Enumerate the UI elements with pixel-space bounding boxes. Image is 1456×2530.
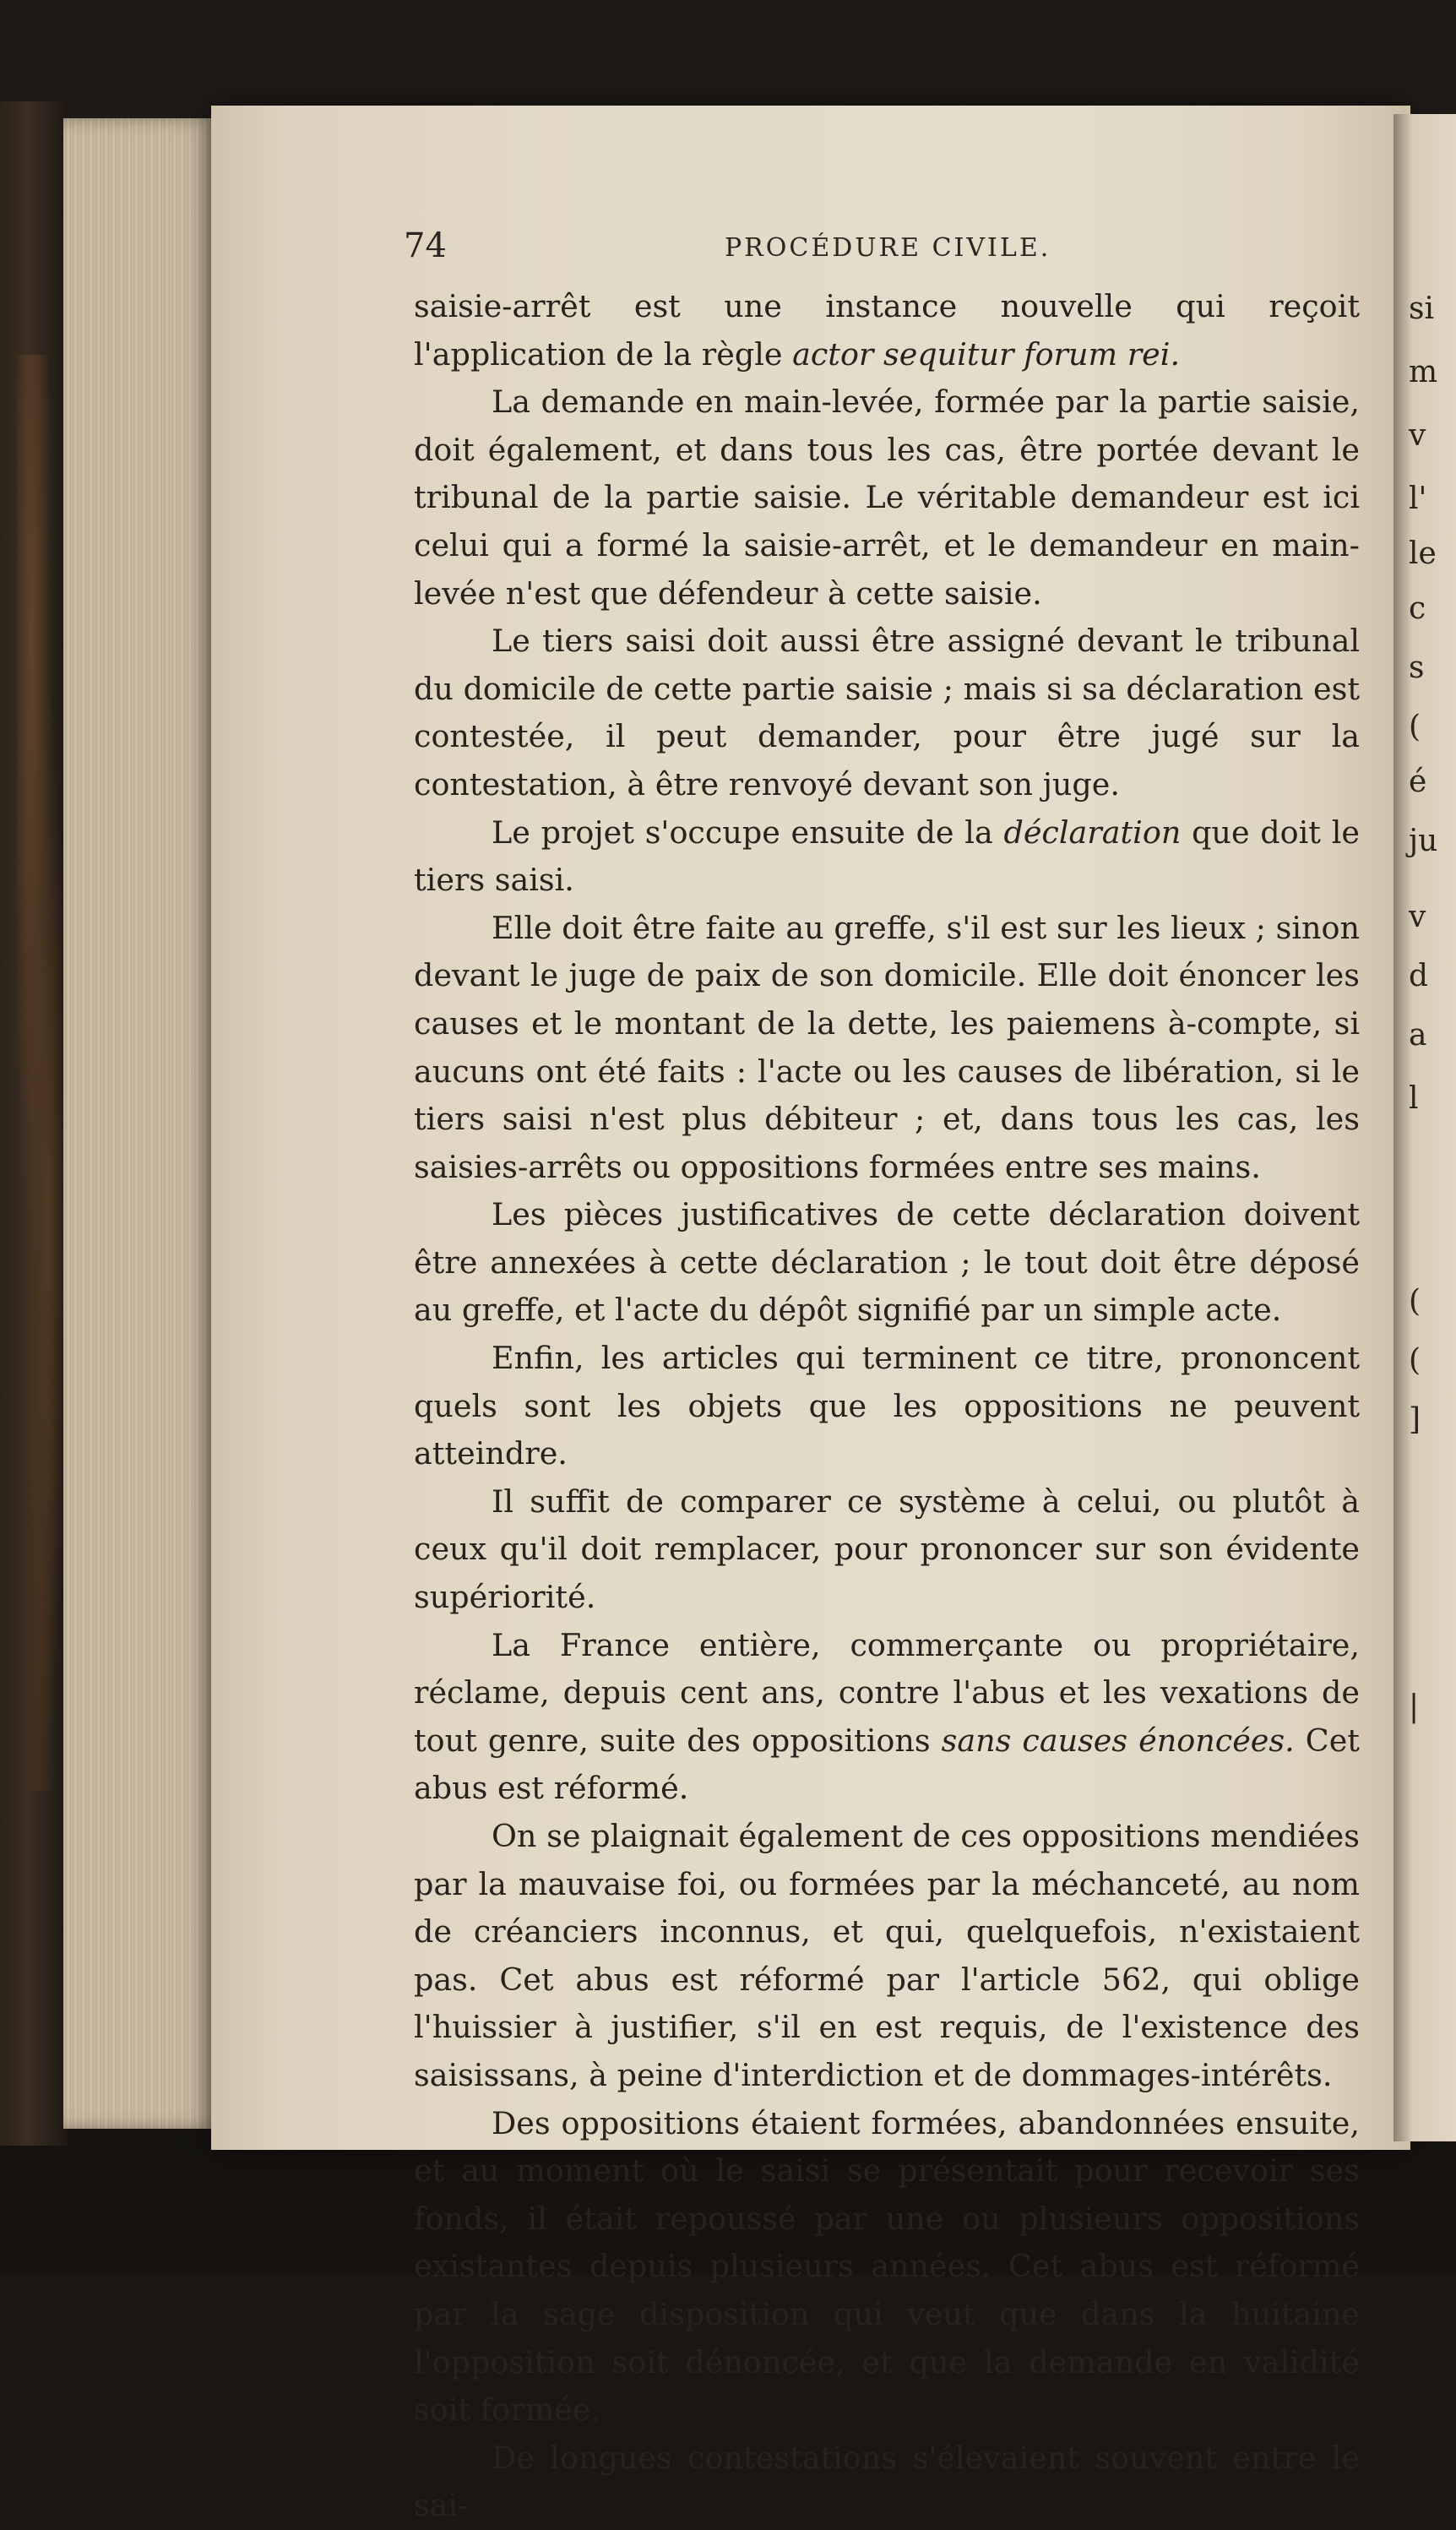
text-run: Le tiers saisi doit aussi être assigné devant le tribunal du domicile de cette partie saisie ; mais si sa déclaration est contestée, il peut demander, pour être jugé sur la contestation, à être renvoyé devant son juge. (414, 623, 1360, 803)
text-run: Le projet s'occupe ensuite de la (492, 813, 1004, 851)
text-run: La France entière, commerçante ou propriétaire, réclame, depuis cent ans, contre l'abus et les vexations de tout genre, suite des oppositions (414, 1626, 1360, 1759)
text-run: Enfin, les articles qui terminent ce titre, prononcent quels sont les objets que les oppositions ne peuvent atteindre. (414, 1340, 1360, 1472)
facing-page-glyph: ] (1409, 1402, 1421, 1437)
facing-page-glyph: m (1409, 355, 1438, 389)
paragraph-p3 (414, 618, 1360, 808)
paragraph-p5 (414, 905, 1360, 1192)
text-run: que doit le tiers saisi. (414, 813, 1360, 899)
paragraph-p9 (414, 1622, 1360, 1813)
paragraph-p4 (414, 809, 1360, 905)
facing-page-glyph: l (1409, 1081, 1419, 1116)
marbled-cover (17, 355, 68, 1791)
paragraph-p1 (414, 283, 1360, 378)
text-run: Il suffit de comparer ce système à celui, ou plutôt à ceux qu'il doit remplacer, pour prononcer sur son évidente supériorité. (414, 1483, 1360, 1616)
facing-page-glyph: ( (1409, 1284, 1421, 1319)
paragraph-p11 (414, 2100, 1360, 2435)
facing-page-glyph: l' (1409, 482, 1427, 516)
italic-text: actor sequitur forum rei. (792, 335, 1181, 373)
book-spine (0, 101, 68, 2146)
text-run: La demande en main-levée, formée par la partie saisie, doit également, et dans tous les cas, être portée devant le tribunal de la partie saisie. Le véritable demandeur est ici celui qui a formé la saisie-arrêt, et le demandeur en main-levée n'est que défendeur à cette saisie. (414, 384, 1360, 612)
page-number: 74 (404, 226, 447, 265)
text-run: saisie-arrêt est une instance nouvelle qui reçoit l'application de la règle (414, 288, 1360, 373)
facing-page-glyph: é (1409, 764, 1427, 799)
facing-page-glyph: ( (1409, 710, 1421, 744)
paragraph-p10 (414, 1813, 1360, 2100)
body-text (414, 283, 1360, 2530)
text-run: De longues contestations s'élevaient souvent entre le sai- (414, 2439, 1360, 2524)
text-run: Des oppositions étaient formées, abandonnées ensuite, et au moment où le saisi se présentait pour recevoir ses fonds, il était repoussé par une ou plusieurs oppositions existantes depuis plusieurs années. Cet abus est réformé par la sage disposition qui veut que dans la huitaine l'opposition soit dénoncée, et que la demande en validité soit formée. (414, 2104, 1360, 2429)
facing-page-glyph: ( (1409, 1343, 1421, 1378)
paragraph-p2 (414, 378, 1360, 618)
facing-page-glyph: si (1409, 291, 1434, 326)
facing-page-glyph: d (1409, 959, 1429, 993)
facing-page-glyph: a (1409, 1018, 1427, 1053)
paragraph-p6 (414, 1191, 1360, 1335)
paragraph-p12 (414, 2435, 1360, 2530)
paragraph-p8 (414, 1478, 1360, 1622)
facing-page-glyph: v (1409, 418, 1426, 453)
facing-page-glyph: ju (1409, 824, 1438, 858)
facing-page-glyph: | (1409, 1689, 1420, 1724)
text-run: Elle doit être faite au greffe, s'il est sur les lieux ; sinon devant le juge de paix de son domicile. Elle doit énoncer les causes et le montant de la dette, les paiemens à-compte, si aucuns ont été faits : l'acte ou les causes de libération, si le tiers saisi n'est plus débiteur ; et, dans tous les cas, les saisies-arrêts ou oppositions formées entre ses mains. (414, 909, 1360, 1185)
text-run: Les pièces justificatives de cette déclaration doivent être annexées à cette déclaration ; le tout doit être déposé au greffe, et l'acte du dépôt signifié par un simple acte. (414, 1196, 1360, 1329)
page-header (404, 226, 1333, 277)
page-stack-edges (63, 118, 220, 2129)
text-run: On se plaignait également de ces oppositions mendiées par la mauvaise foi, ou formées par la méchanceté, au nom de créanciers inconnus, et qui, quelquefois, n'existaient pas. Cet abus est réformé par l'article 562, qui oblige l'huissier à justifier, s'il en est requis, de l'existence des saisissans, à peine d'interdiction et de dommages-intérêts. (414, 1818, 1360, 2093)
italic-text: déclaration (1003, 813, 1182, 851)
facing-page-glyph: c (1409, 591, 1426, 626)
facing-page-glyph: le (1409, 536, 1437, 571)
running-title: PROCÉDURE CIVILE. (725, 233, 1051, 263)
paragraph-p7 (414, 1335, 1360, 1478)
text-run: Cet abus est réformé. (414, 1722, 1360, 1807)
facing-page-glyph: v (1409, 900, 1426, 934)
italic-text: sans causes énoncées. (941, 1722, 1295, 1759)
facing-page-glyph: s (1409, 650, 1425, 685)
